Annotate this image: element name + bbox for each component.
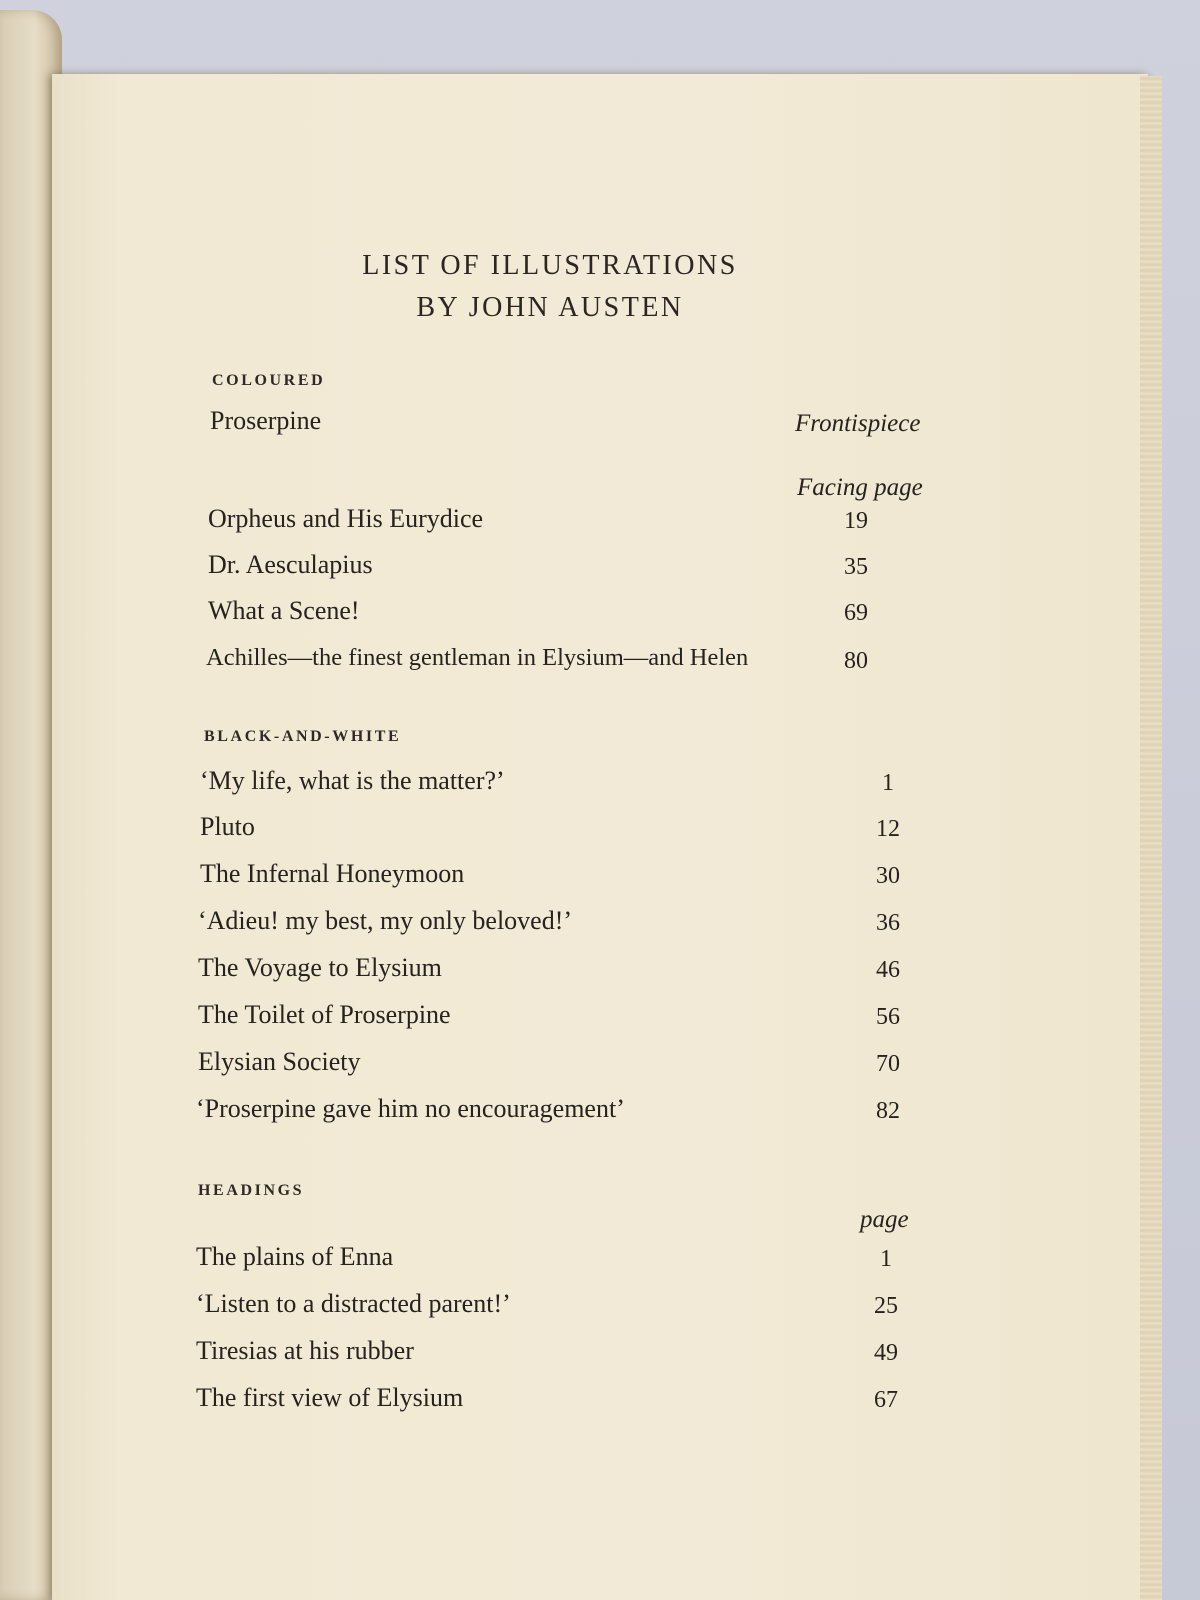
page-column-label: page	[860, 1206, 909, 1233]
bw-item-title: ‘My life, what is the matter?’	[200, 766, 505, 795]
bw-item-page: 56	[876, 1004, 900, 1030]
frontispiece-note: Frontispiece	[795, 410, 921, 437]
bw-item-title: The Voyage to Elysium	[198, 953, 442, 982]
title-line-1: LIST OF ILLUSTRATIONS	[362, 250, 738, 281]
heading-item-title: ‘Listen to a distracted parent!’	[196, 1289, 511, 1318]
coloured-item-page: 35	[844, 554, 868, 580]
bw-item-title: The Toilet of Proserpine	[198, 1000, 451, 1029]
coloured-item-page: 69	[844, 600, 868, 626]
title-line-2: BY JOHN AUSTEN	[416, 292, 684, 323]
coloured-item-page: 19	[844, 508, 868, 534]
section-heading-black-and-white: BLACK-AND-WHITE	[204, 728, 402, 745]
bw-item-page: 30	[876, 863, 900, 889]
section-heading-headings: HEADINGS	[198, 1182, 305, 1199]
coloured-item-title: What a Scene!	[208, 596, 360, 625]
bw-item-page: 1	[882, 770, 894, 796]
coloured-item-title: Achilles—the finest gentleman in Elysium—and Helen	[206, 644, 749, 671]
facing-page-label: Facing page	[797, 474, 923, 501]
heading-item-page: 25	[874, 1293, 898, 1319]
frontispiece-title: Proserpine	[210, 406, 322, 435]
bw-item-page: 36	[876, 910, 900, 936]
section-heading-coloured: COLOURED	[212, 372, 326, 389]
heading-item-title: Tiresias at his rubber	[196, 1336, 414, 1365]
bw-item-page: 12	[876, 816, 900, 842]
heading-item-page: 67	[874, 1387, 898, 1413]
bw-item-page: 46	[876, 957, 900, 983]
coloured-item-page: 80	[844, 648, 868, 674]
bw-item-title: Elysian Society	[198, 1047, 361, 1076]
heading-item-page: 1	[880, 1246, 892, 1272]
bw-item-page: 70	[876, 1051, 900, 1077]
bw-item-page: 82	[876, 1098, 900, 1124]
heading-item-title: The plains of Enna	[196, 1242, 394, 1271]
heading-item-page: 49	[874, 1340, 898, 1366]
page-deckle-edge	[1140, 76, 1162, 1600]
coloured-item-title: Dr. Aesculapius	[208, 550, 373, 579]
bw-item-title: ‘Adieu! my best, my only beloved!’	[198, 906, 573, 935]
bw-item-title: The Infernal Honeymoon	[200, 859, 465, 888]
heading-item-title: The first view of Elysium	[196, 1383, 464, 1412]
bw-item-title: Pluto	[200, 812, 255, 841]
bw-item-title: ‘Proserpine gave him no encouragement’	[196, 1094, 625, 1123]
coloured-item-title: Orpheus and His Eurydice	[208, 504, 484, 533]
